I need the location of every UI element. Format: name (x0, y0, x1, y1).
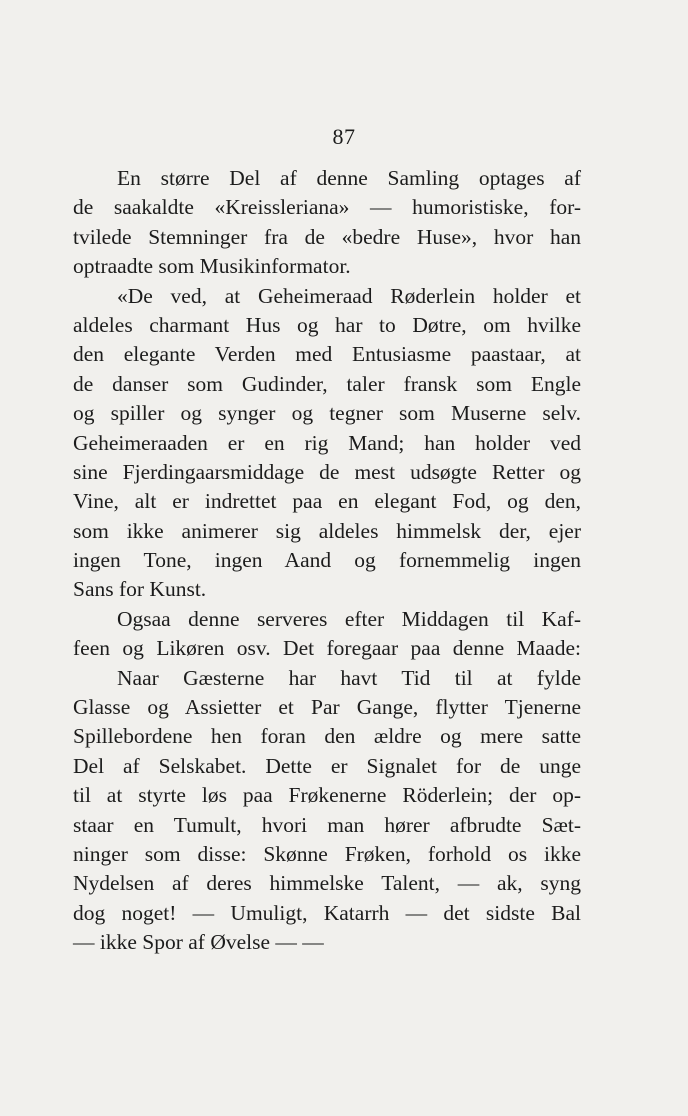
text-line: de saakaldte «Kreissleriana» — humoristiske, for- (73, 195, 581, 220)
text-line: optraadte som Musikinformator. (73, 254, 351, 279)
text-line: dog noget! — Umuligt, Katarrh — det sidste Bal (73, 900, 581, 925)
text-line: Del af Selskabet. Dette er Signalet for de unge (73, 753, 581, 778)
text-line: ingen Tone, ingen Aand og fornemmelig ingen (73, 548, 581, 573)
text-line: den elegante Verden med Entusiasme paastaar, at (73, 342, 581, 367)
text-line: Nydelsen af deres himmelske Talent, — ak, syng (73, 871, 581, 896)
text-line: de danser som Gudinder, taler fransk som Engle (73, 371, 581, 396)
text-line: feen og Likøren osv. Det foregaar paa denne Maade: (73, 636, 581, 661)
text-line: Naar Gæsterne har havt Tid til at fylde (117, 665, 581, 690)
text-line: Vine, alt er indrettet paa en elegant Fod, og den, (73, 489, 581, 514)
text-line: Glasse og Assietter et Par Gange, flytter Tjenerne (73, 695, 581, 720)
text-line: til at styrte løs paa Frøkenerne Röderlein; der op- (73, 783, 581, 808)
text-line: som ikke animerer sig aldeles himmelsk der, ejer (73, 518, 581, 543)
text-line: og spiller og synger og tegner som Muserne selv. (73, 401, 581, 426)
text-line: staar en Tumult, hvori man hører afbrudte Sæt- (73, 812, 581, 837)
text-line: Spillebordene hen foran den ældre og mere satte (73, 724, 581, 749)
text-line: En større Del af denne Samling optages af (117, 166, 581, 190)
text-line: Ogsaa denne serveres efter Middagen til Kaf- (117, 606, 581, 631)
text-line: aldeles charmant Hus og har to Døtre, om hvilke (73, 312, 581, 337)
text-line: Sans for Kunst. (73, 577, 207, 602)
page-number: 87 (332, 124, 356, 149)
text-line: ninger som disse: Skønne Frøken, forhold os ikke (73, 841, 581, 866)
text-line: — ikke Spor af Øvelse — — (73, 930, 324, 955)
text-line: Geheimeraaden er en rig Mand; han holder ved (73, 430, 581, 455)
text-line: sine Fjerdingaarsmiddage de mest udsøgte Retter og (73, 459, 581, 484)
body-text (73, 164, 581, 958)
text-line: «De ved, at Geheimeraad Røderlein holder et (117, 283, 581, 308)
text-line: tvilede Stemninger fra de «bedre Huse», hvor han (73, 224, 581, 249)
